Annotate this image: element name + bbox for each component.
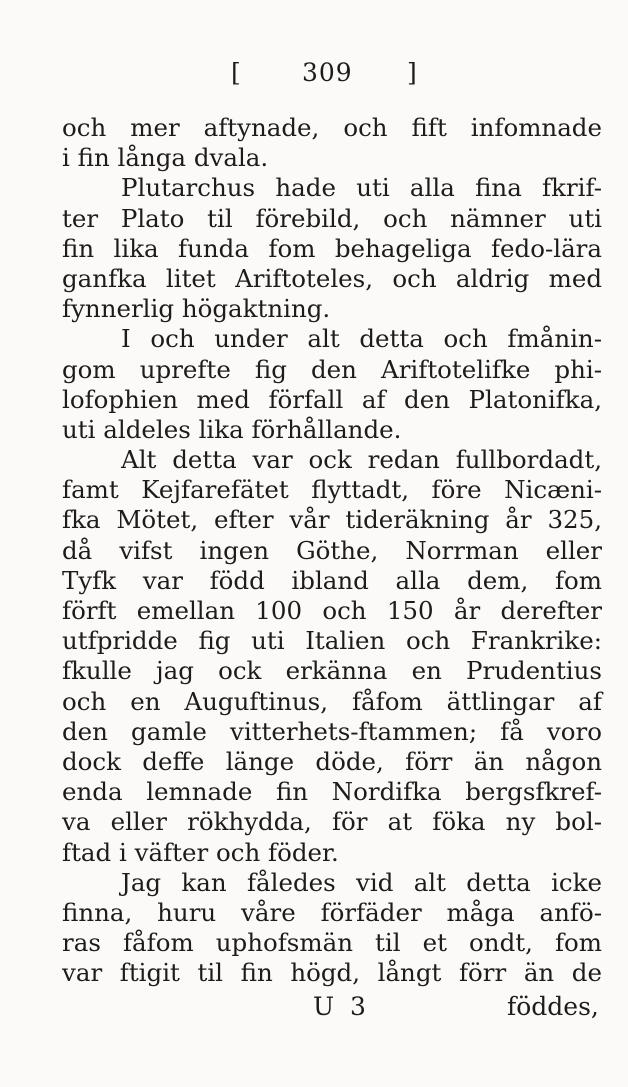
page-number: 309: [302, 58, 353, 87]
text-line: och mer aftynade, och fift infomnade: [62, 113, 602, 142]
page-header: [0, 58, 628, 98]
text-line: gom uprefte fig den Ariftotelifke phi-: [62, 354, 602, 384]
text-line: fynnerlig högaktning.: [62, 294, 331, 324]
text-line: och en Auguftinus, fåfom ättlingar af: [62, 686, 602, 716]
text-line: ter Plato til förebild, och nämner uti: [62, 203, 602, 233]
header-bracket-right: ]: [407, 58, 418, 87]
text-line: fin lika funda fom behageliga fedo-lära: [62, 233, 602, 263]
text-line: Tyfk var född ibland alla dem, fom: [62, 565, 602, 595]
text-line: va eller rökhydda, för at föka ny bol-: [62, 807, 602, 837]
text-line: famt Kejfarefätet flyttadt, före Nicæni-: [62, 475, 602, 505]
text-line: då vifst ingen Göthe, Norrman eller: [62, 535, 602, 565]
text-line: den gamle vitterhets-ftammen; få voro: [62, 716, 602, 746]
text-line: uti aldeles lika förhållande.: [62, 414, 402, 444]
header-bracket-left: [: [231, 58, 242, 87]
signature-mark: U 3: [313, 992, 370, 1021]
text-line: ras fåfom uphofsmän til et ondt, fom: [62, 928, 602, 958]
text-line: enda lemnade fin Nordifka bergsfkref-: [62, 777, 602, 807]
text-line: I och under alt detta och fmånin-: [121, 324, 602, 354]
text-line: finna, huru våre förfäder måga anfö-: [62, 897, 602, 927]
text-line: ganfka litet Ariftoteles, och aldrig med: [62, 263, 602, 293]
text-line: förft emellan 100 och 150 år derefter: [62, 596, 602, 625]
page-footer: [0, 992, 628, 1032]
body-text: [62, 113, 602, 988]
text-line: dock deffe länge döde, förr än någon: [62, 746, 602, 776]
text-line: fka Mötet, efter vår tideräkning år 325,: [62, 505, 602, 535]
text-line: var ftigit til fin högd, långt förr än de: [62, 958, 602, 988]
text-line: Plutarchus hade uti alla fina fkrif-: [121, 173, 602, 203]
text-line: Jag kan fåledes vid alt detta icke: [121, 867, 602, 897]
text-line: fkulle jag ock erkänna en Prudentius: [62, 656, 602, 686]
catchword: föddes,: [507, 992, 599, 1021]
text-line: i fin långa dvala.: [62, 143, 269, 173]
text-line: Alt detta var ock redan fullbordadt,: [121, 445, 602, 475]
text-line: lofophien med förfall af den Platonifka,: [62, 384, 602, 414]
text-line: ftad i väfter och föder.: [62, 837, 339, 867]
text-line: utfpridde fig uti Italien och Frankrike:: [62, 626, 602, 656]
